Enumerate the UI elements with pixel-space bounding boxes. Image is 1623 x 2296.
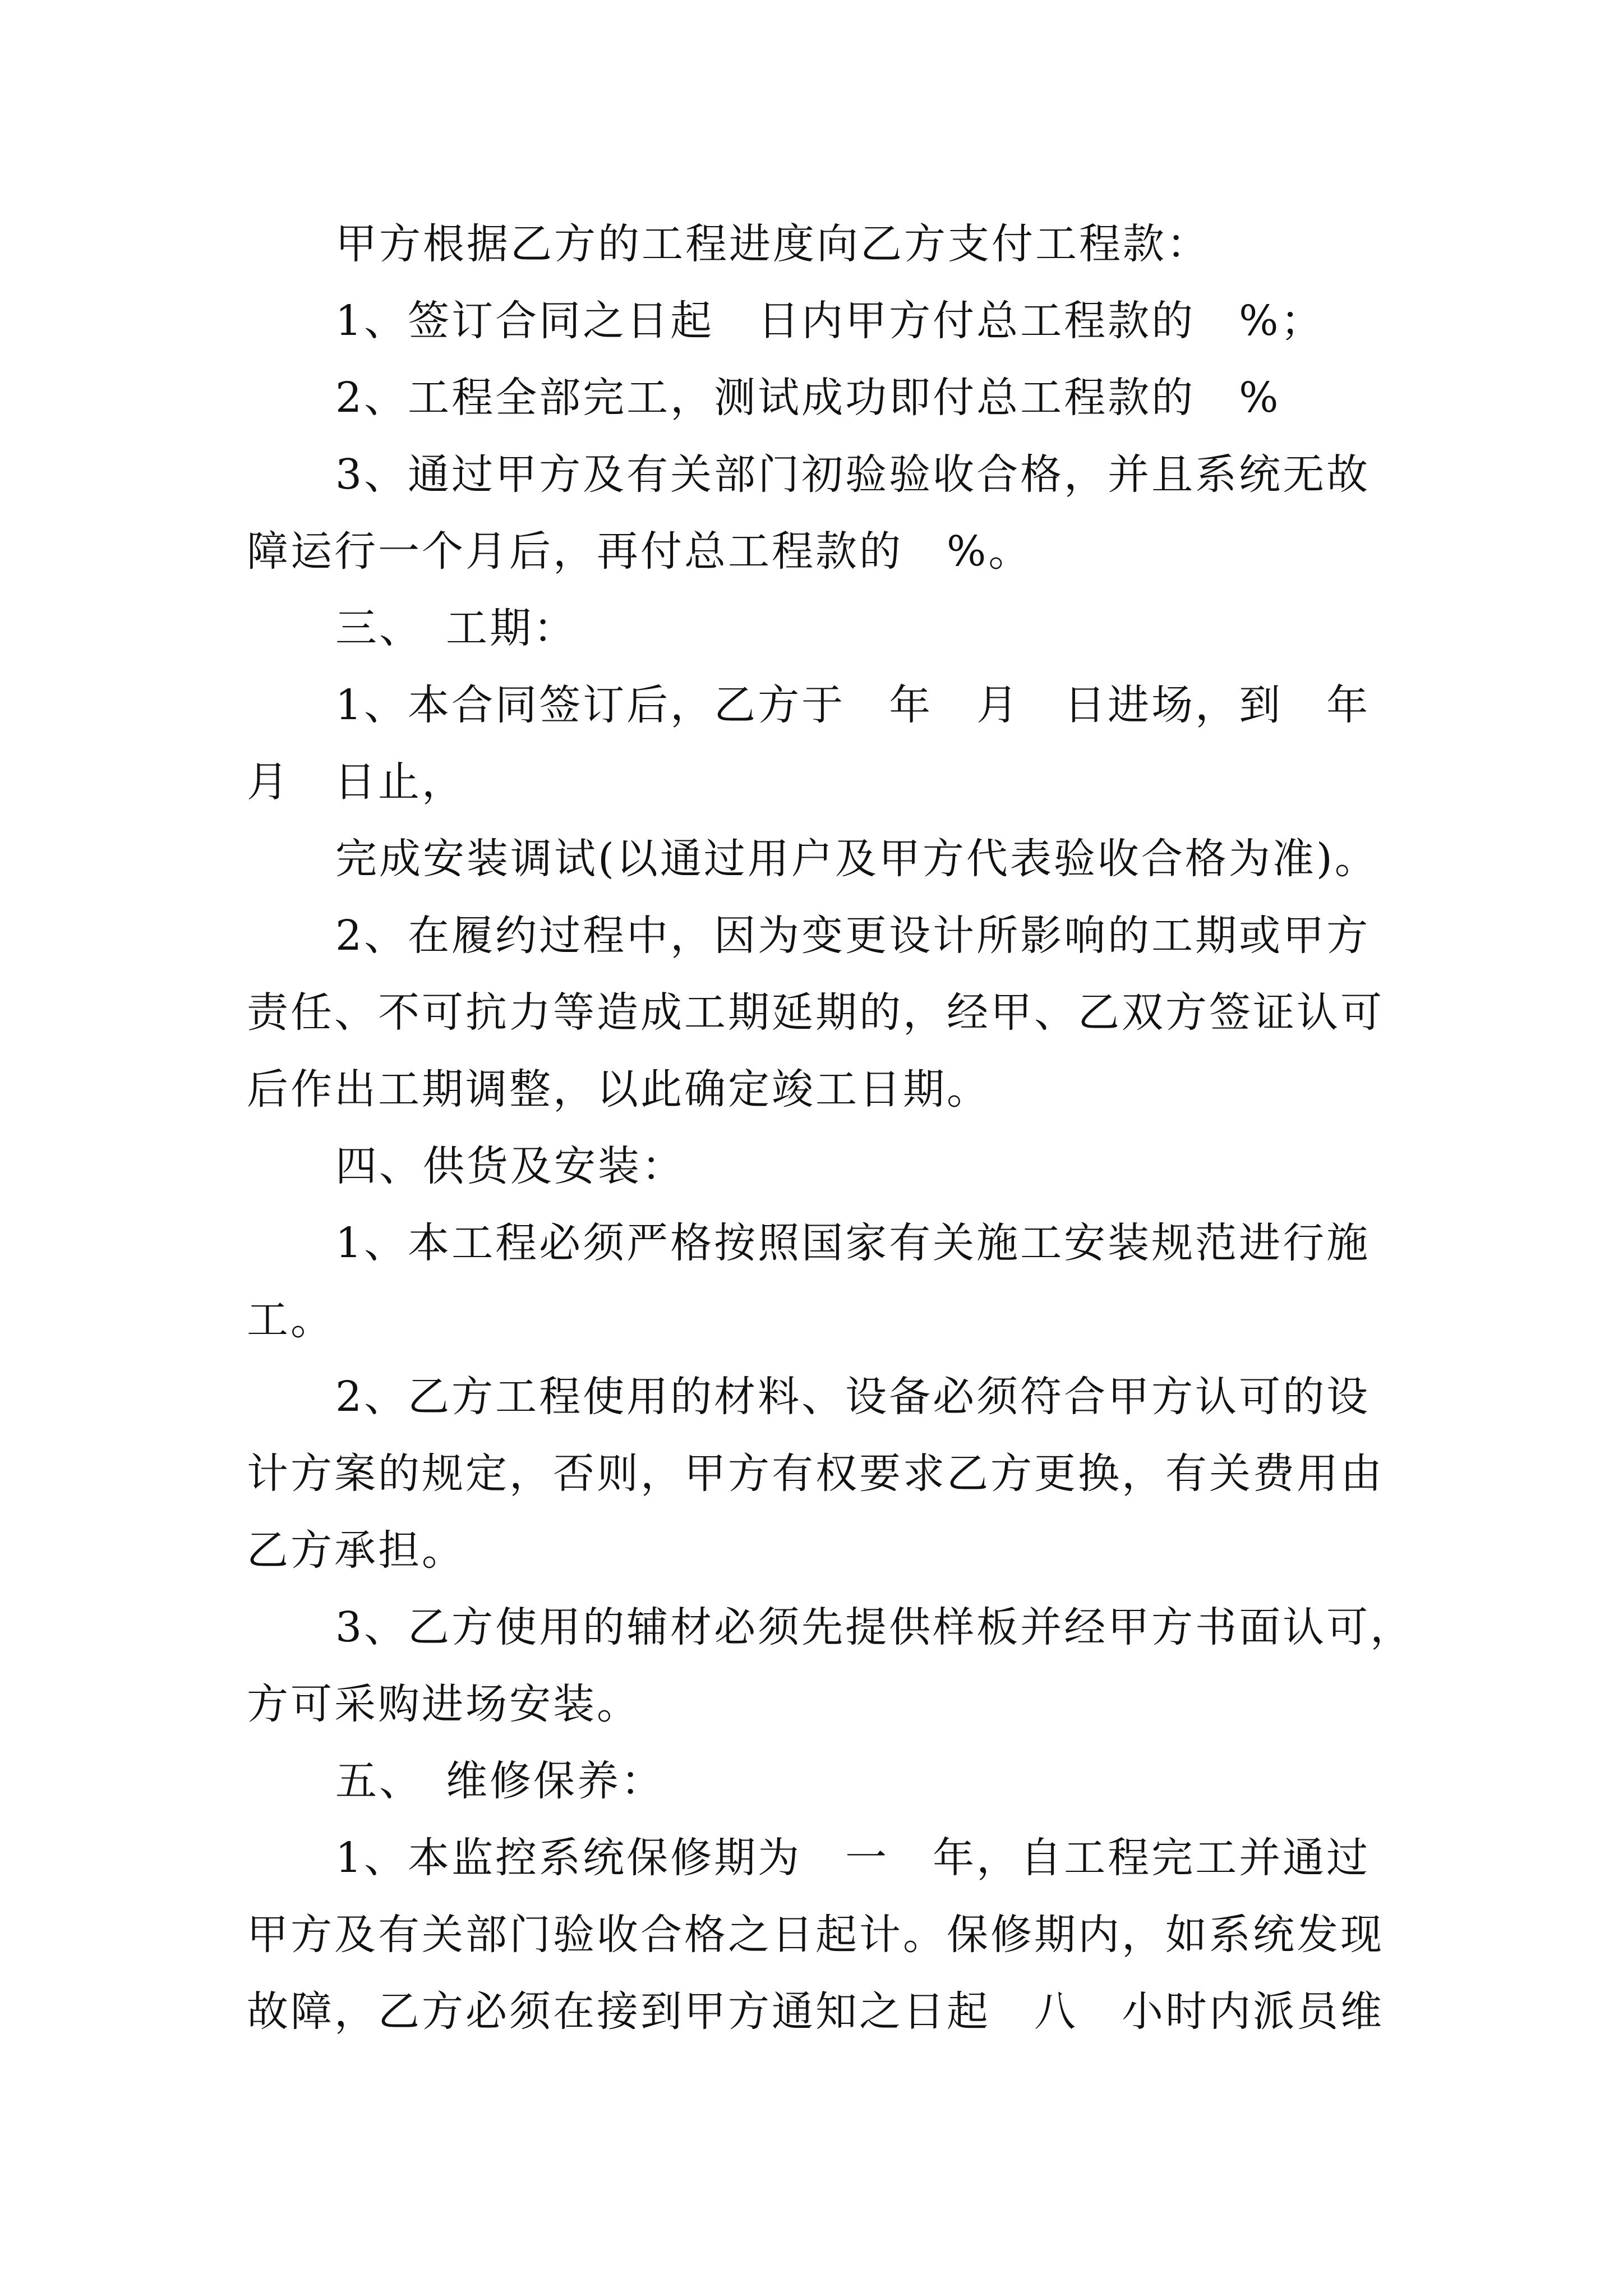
supply-clause-2-cont: 计方案的规定，否则，甲方有权要求乙方更换，有关费用由 xyxy=(247,1450,1384,1498)
supply-clause-2-cont2: 乙方承担。 xyxy=(247,1526,465,1575)
maintenance-clause-1-cont2: 故障，乙方必须在接到甲方通知之日起 八 小时内派员维 xyxy=(247,1987,1384,2036)
supply-clause-3: 3、乙方使用的辅材必须先提供样板并经甲方书面认可， xyxy=(335,1603,1414,1651)
payment-clause-3: 3、通过甲方及有关部门初验验收合格，并且系统无故 xyxy=(335,450,1371,499)
section-heading-maintenance: 五、 维修保养： xyxy=(335,1757,665,1805)
schedule-clause-1-cont2: 完成安装调试(以通过用户及甲方代表验收合格为准)。 xyxy=(335,835,1378,883)
maintenance-clause-1: 1、本监控系统保修期为 一 年，自工程完工并通过 xyxy=(335,1834,1371,1882)
schedule-clause-1: 1、本合同签订后，乙方于 年 月 日进场，到 年 xyxy=(335,681,1371,729)
section-heading-schedule: 三、 工期： xyxy=(335,604,577,652)
payment-clause-3-cont: 障运行一个月后，再付总工程款的 %。 xyxy=(247,527,1032,576)
supply-clause-3-cont: 方可采购进场安装。 xyxy=(247,1680,640,1728)
payment-clause-1: 1、签订合同之日起 日内甲方付总工程款的 %； xyxy=(335,297,1325,345)
schedule-clause-2-cont2: 后作出工期调整，以此确定竣工日期。 xyxy=(247,1065,990,1114)
schedule-clause-2: 2、在履约过程中，因为变更设计所影响的工期或甲方 xyxy=(335,912,1371,960)
payment-clause-2: 2、工程全部完工，测试成功即付总工程款的 % xyxy=(335,374,1281,422)
supply-clause-2: 2、乙方工程使用的材料、设备必须符合甲方认可的设 xyxy=(335,1373,1371,1421)
payment-intro: 甲方根据乙方的工程进度向乙方支付工程款： xyxy=(335,220,1210,268)
supply-clause-1-cont: 工。 xyxy=(247,1296,334,1344)
schedule-clause-1-cont: 月 日止， xyxy=(247,758,465,806)
maintenance-clause-1-cont: 甲方及有关部门验收合格之日起计。保修期内，如系统发现 xyxy=(247,1911,1384,1959)
schedule-clause-2-cont: 责任、不可抗力等造成工期延期的，经甲、乙双方签证认可 xyxy=(247,988,1384,1037)
section-heading-supply: 四、供货及安装： xyxy=(335,1142,685,1190)
supply-clause-1: 1、本工程必须严格按照国家有关施工安装规范进行施 xyxy=(335,1219,1371,1267)
